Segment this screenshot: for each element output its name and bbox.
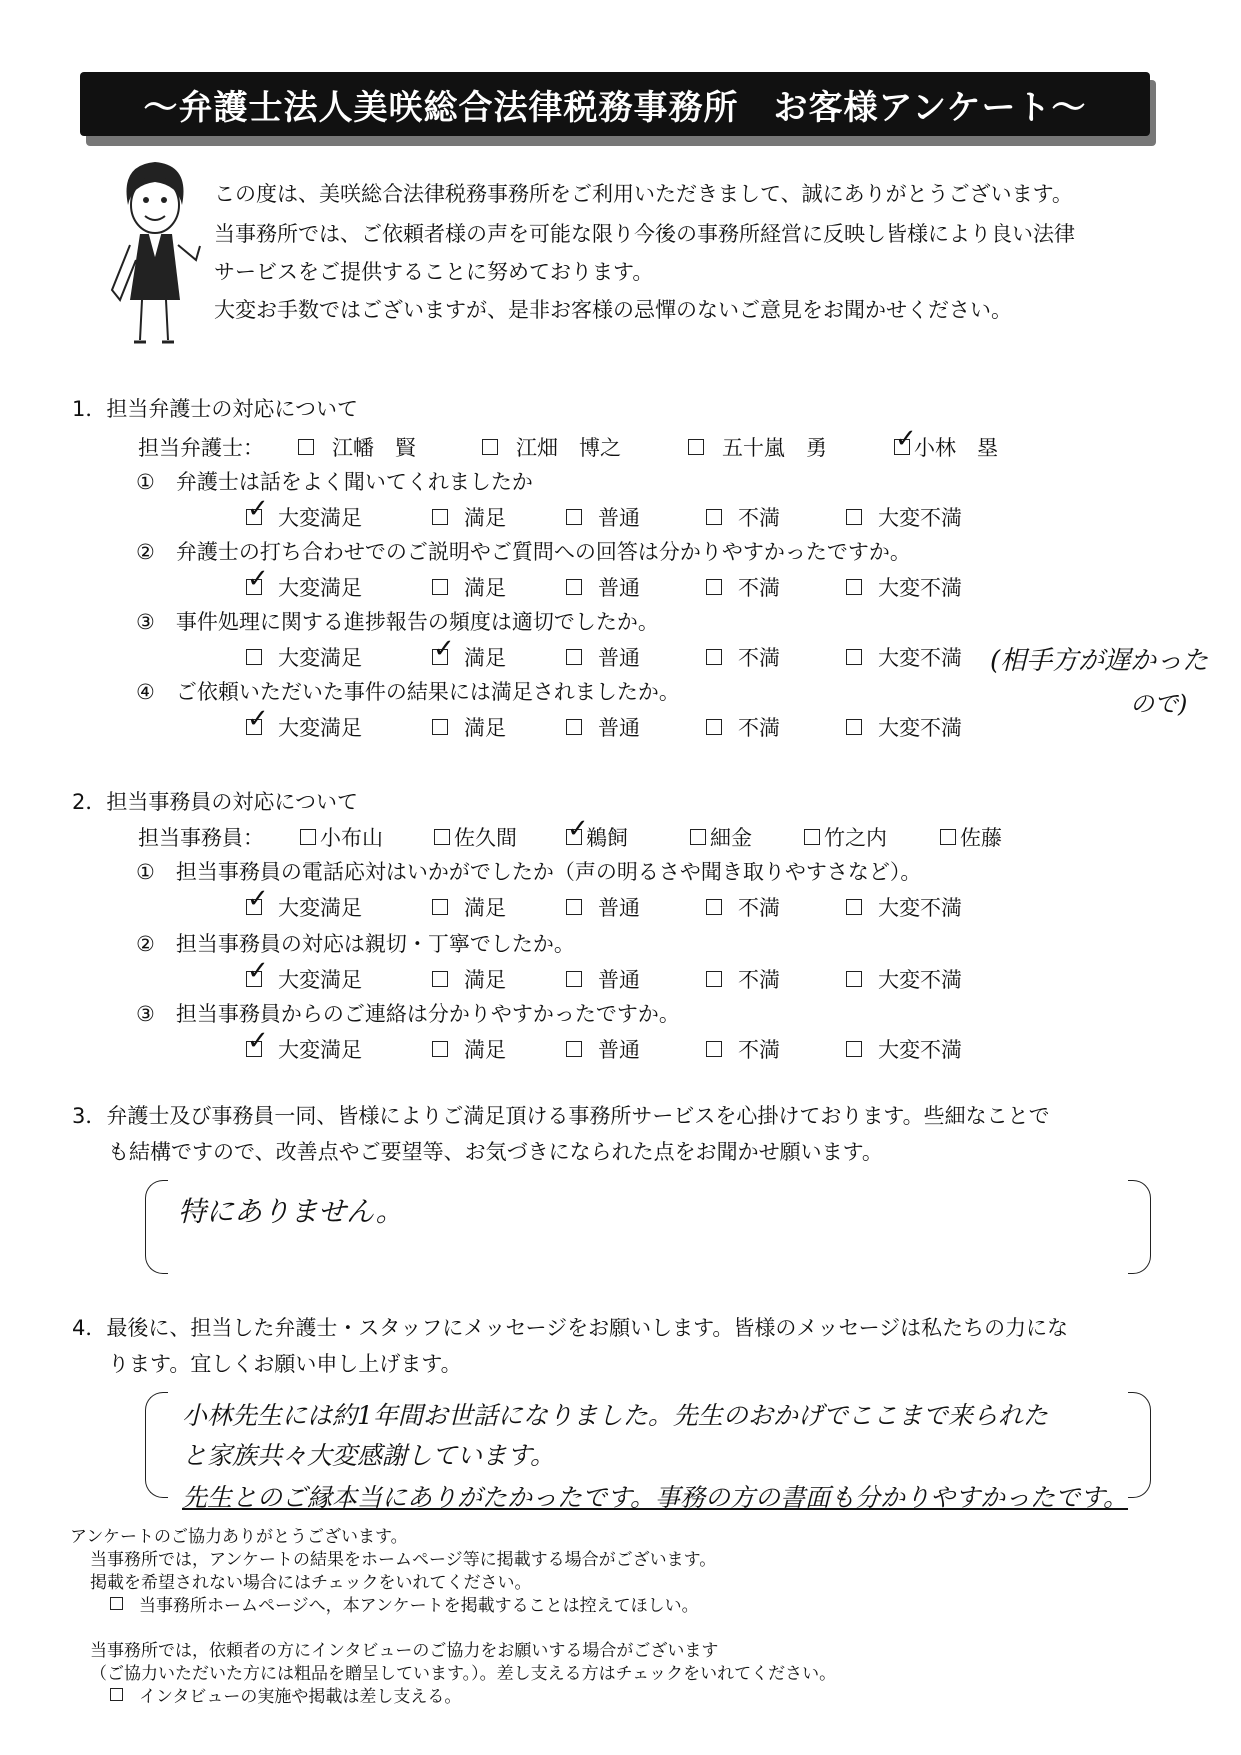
question-text: ② 担当事務員の対応は親切・丁寧でしたか。 bbox=[136, 932, 575, 956]
rating-option[interactable] bbox=[846, 572, 962, 602]
rating-option[interactable] bbox=[566, 502, 640, 532]
lawyer-option-ebata-ken[interactable] bbox=[298, 432, 416, 462]
rating-label: 満足 bbox=[464, 896, 506, 920]
checkbox[interactable] bbox=[246, 579, 262, 595]
checkbox[interactable] bbox=[846, 1041, 862, 1057]
checkbox[interactable] bbox=[434, 829, 450, 845]
staff-name: 小布山 bbox=[320, 826, 383, 850]
rating-label: 満足 bbox=[464, 576, 506, 600]
checkbox[interactable] bbox=[566, 829, 582, 845]
checkbox[interactable] bbox=[246, 719, 262, 735]
question-text: ① 弁護士は話をよく聞いてくれましたか bbox=[136, 470, 533, 494]
rating-label: 不満 bbox=[738, 576, 780, 600]
rating-option[interactable] bbox=[706, 642, 780, 672]
lawyer-label: 担当弁護士： bbox=[138, 436, 264, 460]
rating-label: 満足 bbox=[464, 716, 506, 740]
staff-option[interactable] bbox=[804, 822, 887, 852]
rating-option[interactable] bbox=[432, 642, 506, 672]
rating-label: 普通 bbox=[598, 1038, 640, 1062]
rating-option[interactable] bbox=[846, 964, 962, 994]
checkbox[interactable] bbox=[246, 971, 262, 987]
rating-label: 大変不満 bbox=[878, 576, 962, 600]
lawyer-option-igarashi[interactable] bbox=[688, 432, 827, 462]
checkbox[interactable] bbox=[846, 719, 862, 735]
rating-option[interactable] bbox=[566, 1034, 640, 1064]
footer-thanks: アンケートのご協力ありがとうございます。 bbox=[70, 1527, 408, 1547]
section3-line1: 3．弁護士及び事務員一同、皆様によりご満足頂ける事務所サービスを心掛けております。些細なことで bbox=[72, 1104, 1050, 1128]
rating-option[interactable] bbox=[706, 502, 780, 532]
message-box-left bbox=[145, 1392, 168, 1498]
lawyer-name: 五十嵐 勇 bbox=[722, 436, 827, 460]
rating-option[interactable] bbox=[246, 642, 362, 672]
checkbox[interactable] bbox=[298, 439, 314, 455]
section2-heading: 2．担当事務員の対応について bbox=[72, 790, 358, 814]
checkbox[interactable] bbox=[706, 579, 722, 595]
rating-option[interactable] bbox=[246, 964, 362, 994]
rating-label: 満足 bbox=[464, 646, 506, 670]
rating-label: 大変不満 bbox=[878, 646, 962, 670]
rating-label: 普通 bbox=[598, 646, 640, 670]
comment-box-left bbox=[145, 1180, 168, 1274]
rating-option[interactable] bbox=[246, 1034, 362, 1064]
staff-name: 鵜飼 bbox=[586, 826, 628, 850]
rating-label: 不満 bbox=[738, 716, 780, 740]
checkbox[interactable] bbox=[246, 1041, 262, 1057]
footer-option-2-label: インタビューの実施や掲載は差し支える。 bbox=[139, 1687, 462, 1707]
staff-option[interactable] bbox=[940, 822, 1002, 852]
rating-label: 大変満足 bbox=[278, 506, 362, 530]
comment-box-right bbox=[1128, 1180, 1151, 1274]
checkbox[interactable] bbox=[846, 899, 862, 915]
staff-name: 佐久間 bbox=[454, 826, 517, 850]
checkbox[interactable] bbox=[432, 971, 448, 987]
footer-option-2[interactable] bbox=[110, 1682, 461, 1707]
rating-label: 大変不満 bbox=[878, 968, 962, 992]
checkbox[interactable] bbox=[432, 579, 448, 595]
section4-answer-line3[interactable]: 先生とのご縁本当にありがたかったです。事務の方の書面も分かりやすかったです。 bbox=[182, 1483, 1129, 1512]
lawyer-option-ebata-hiroyuki[interactable] bbox=[482, 432, 621, 462]
checkbox[interactable] bbox=[110, 1597, 123, 1610]
rating-label: 不満 bbox=[738, 968, 780, 992]
page-title: ～弁護士法人美咲総合法律税務事務所 お客様アンケート～ bbox=[143, 87, 1087, 128]
question-text: ① 担当事務員の電話応対はいかがでしたか（声の明るさや聞き取りやすさなど）。 bbox=[136, 860, 922, 884]
rating-option[interactable] bbox=[246, 572, 362, 602]
rating-option[interactable] bbox=[706, 712, 780, 742]
rating-option[interactable] bbox=[246, 892, 362, 922]
rating-label: 満足 bbox=[464, 506, 506, 530]
checkbox[interactable] bbox=[432, 649, 448, 665]
checkbox[interactable] bbox=[706, 719, 722, 735]
checkbox[interactable] bbox=[846, 509, 862, 525]
checkbox[interactable] bbox=[706, 971, 722, 987]
rating-label: 大変不満 bbox=[878, 506, 962, 530]
checkbox[interactable] bbox=[482, 439, 498, 455]
rating-label: 大変不満 bbox=[878, 716, 962, 740]
rating-option[interactable] bbox=[246, 502, 362, 532]
checkbox[interactable] bbox=[246, 509, 262, 525]
rating-option[interactable] bbox=[846, 1034, 962, 1064]
rating-option[interactable] bbox=[846, 892, 962, 922]
section1-heading: 1．担当弁護士の対応について bbox=[72, 397, 358, 421]
checkbox[interactable] bbox=[706, 509, 722, 525]
checkbox[interactable] bbox=[566, 899, 582, 915]
rating-label: 満足 bbox=[464, 968, 506, 992]
checkbox[interactable] bbox=[706, 1041, 722, 1057]
rating-option[interactable] bbox=[846, 642, 962, 672]
intro-line-4: 大変お手数ではございますが、是非お客様の忌憚のないご意見をお聞かせください。 bbox=[214, 298, 1012, 322]
footer-p3: 当事務所では，依頼者の方にインタビューのご協力をお願いする場合がございます bbox=[90, 1641, 719, 1661]
rating-option[interactable] bbox=[566, 712, 640, 742]
checkbox[interactable] bbox=[566, 579, 582, 595]
intro-line-1: この度は、美咲総合法律税務事務所をご利用いただきまして、誠にありがとうございます。 bbox=[214, 182, 1073, 206]
rating-label: 不満 bbox=[738, 646, 780, 670]
checkbox[interactable] bbox=[110, 1688, 123, 1701]
checkbox[interactable] bbox=[432, 1041, 448, 1057]
checkbox[interactable] bbox=[690, 829, 706, 845]
staff-option[interactable] bbox=[690, 822, 752, 852]
rating-label: 普通 bbox=[598, 896, 640, 920]
lawyer-name: 小林 塁 bbox=[914, 436, 998, 460]
rating-label: 大変不満 bbox=[878, 896, 962, 920]
rating-option[interactable] bbox=[566, 572, 640, 602]
checkbox[interactable] bbox=[432, 509, 448, 525]
rating-option[interactable] bbox=[706, 572, 780, 602]
rating-label: 不満 bbox=[738, 896, 780, 920]
question-text: ④ ご依頼いただいた事件の結果には満足されましたか。 bbox=[136, 680, 680, 704]
checkbox[interactable] bbox=[846, 971, 862, 987]
intro-line-3: サービスをご提供することに努めております。 bbox=[214, 260, 654, 284]
rating-option[interactable] bbox=[566, 964, 640, 994]
intro-line-2: 当事務所では、ご依頼者様の声を可能な限り今後の事務所経営に反映し皆様により良い法律 bbox=[214, 222, 1075, 246]
title-banner bbox=[80, 72, 1150, 136]
checkbox[interactable] bbox=[432, 719, 448, 735]
footer-p1: 当事務所では，アンケートの結果をホームページ等に掲載する場合がございます。 bbox=[90, 1550, 717, 1570]
lawyer-name: 江畑 博之 bbox=[516, 436, 621, 460]
note-line-2: ので) bbox=[1130, 690, 1188, 718]
rating-option[interactable] bbox=[246, 712, 362, 742]
section4-line1: 4．最後に、担当した弁護士・スタッフにメッセージをお願いします。皆様のメッセージは私たちの力にな bbox=[72, 1316, 1069, 1340]
checkbox[interactable] bbox=[246, 899, 262, 915]
checkbox[interactable] bbox=[706, 649, 722, 665]
checkbox[interactable] bbox=[246, 649, 262, 665]
staff-option[interactable] bbox=[434, 822, 517, 852]
checkbox[interactable] bbox=[566, 719, 582, 735]
question-text: ② 弁護士の打ち合わせでのご説明やご質問への回答は分かりやすかったですか。 bbox=[136, 540, 911, 564]
lawyer-option-kobayashi[interactable] bbox=[894, 432, 998, 462]
rating-option[interactable] bbox=[432, 892, 506, 922]
rating-option[interactable] bbox=[706, 1034, 780, 1064]
checkbox[interactable] bbox=[566, 649, 582, 665]
staff-name: 細金 bbox=[710, 826, 752, 850]
rating-label: 不満 bbox=[738, 1038, 780, 1062]
rating-option[interactable] bbox=[846, 502, 962, 532]
rating-label: 大変満足 bbox=[278, 716, 362, 740]
section3-answer[interactable]: 特にありません。 bbox=[178, 1195, 404, 1228]
checkbox[interactable] bbox=[804, 829, 820, 845]
rating-option[interactable] bbox=[432, 1034, 506, 1064]
rating-label: 大変満足 bbox=[278, 968, 362, 992]
checkbox[interactable] bbox=[432, 899, 448, 915]
checkbox[interactable] bbox=[940, 829, 956, 845]
message-box-right bbox=[1128, 1392, 1151, 1498]
rating-option[interactable] bbox=[432, 502, 506, 532]
checkbox[interactable] bbox=[566, 971, 582, 987]
section4-answer-line1[interactable]: 小林先生には約1年間お世話になりました。先生のおかげでここまで来られた bbox=[182, 1401, 1048, 1430]
rating-label: 満足 bbox=[464, 1038, 506, 1062]
staff-option[interactable] bbox=[300, 822, 383, 852]
checkbox[interactable] bbox=[846, 649, 862, 665]
rating-label: 不満 bbox=[738, 506, 780, 530]
section3-line2: も結構ですので、改善点やご要望等、お気づきになられた点をお聞かせ願います。 bbox=[108, 1140, 883, 1164]
footer-p2: 掲載を希望されない場合にはチェックをいれてください。 bbox=[90, 1573, 532, 1593]
rating-label: 大変満足 bbox=[278, 646, 362, 670]
rating-label: 大変不満 bbox=[878, 1038, 962, 1062]
rating-option[interactable] bbox=[706, 892, 780, 922]
checkbox[interactable] bbox=[566, 1041, 582, 1057]
rating-option[interactable] bbox=[846, 712, 962, 742]
rating-option[interactable] bbox=[566, 642, 640, 672]
staff-name: 竹之内 bbox=[824, 826, 887, 850]
footer-option-1[interactable] bbox=[110, 1591, 699, 1616]
footer-option-1-label: 当事務所ホームページへ，本アンケートを掲載することは控えてほしい。 bbox=[139, 1596, 699, 1616]
rating-label: 大変満足 bbox=[278, 576, 362, 600]
rating-label: 普通 bbox=[598, 716, 640, 740]
staff-name: 佐藤 bbox=[960, 826, 1002, 850]
lawyer-name: 江幡 賢 bbox=[332, 436, 416, 460]
question-text: ③ 担当事務員からのご連絡は分かりやすかったですか。 bbox=[136, 1002, 680, 1026]
rating-option[interactable] bbox=[432, 712, 506, 742]
rating-option[interactable] bbox=[566, 892, 640, 922]
checkbox[interactable] bbox=[706, 899, 722, 915]
checkbox[interactable] bbox=[846, 579, 862, 595]
checkbox[interactable] bbox=[894, 439, 910, 455]
section4-answer-line2[interactable]: と家族共々大変感謝しています。 bbox=[182, 1441, 556, 1470]
rating-label: 普通 bbox=[598, 506, 640, 530]
staff-option[interactable] bbox=[566, 822, 628, 852]
rating-label: 大変満足 bbox=[278, 1038, 362, 1062]
footer-p4: （ご協力いただいた方には粗品を贈呈しています。）。差し支える方はチェックをいれてください。 bbox=[90, 1664, 837, 1684]
staff-label: 担当事務員： bbox=[138, 826, 264, 850]
checkbox[interactable] bbox=[300, 829, 316, 845]
note-line-1: (相手方が遅かった bbox=[990, 646, 1209, 676]
question-text: ③ 事件処理に関する進捗報告の頻度は適切でしたか。 bbox=[136, 610, 659, 634]
rating-option[interactable] bbox=[432, 572, 506, 602]
woman-illustration bbox=[100, 150, 212, 350]
rating-label: 大変満足 bbox=[278, 896, 362, 920]
section4-line2: ります。宜しくお願い申し上げます。 bbox=[108, 1352, 462, 1376]
checkbox[interactable] bbox=[566, 509, 582, 525]
rating-option[interactable] bbox=[706, 964, 780, 994]
rating-label: 普通 bbox=[598, 576, 640, 600]
rating-option[interactable] bbox=[432, 964, 506, 994]
checkbox[interactable] bbox=[688, 439, 704, 455]
rating-label: 普通 bbox=[598, 968, 640, 992]
